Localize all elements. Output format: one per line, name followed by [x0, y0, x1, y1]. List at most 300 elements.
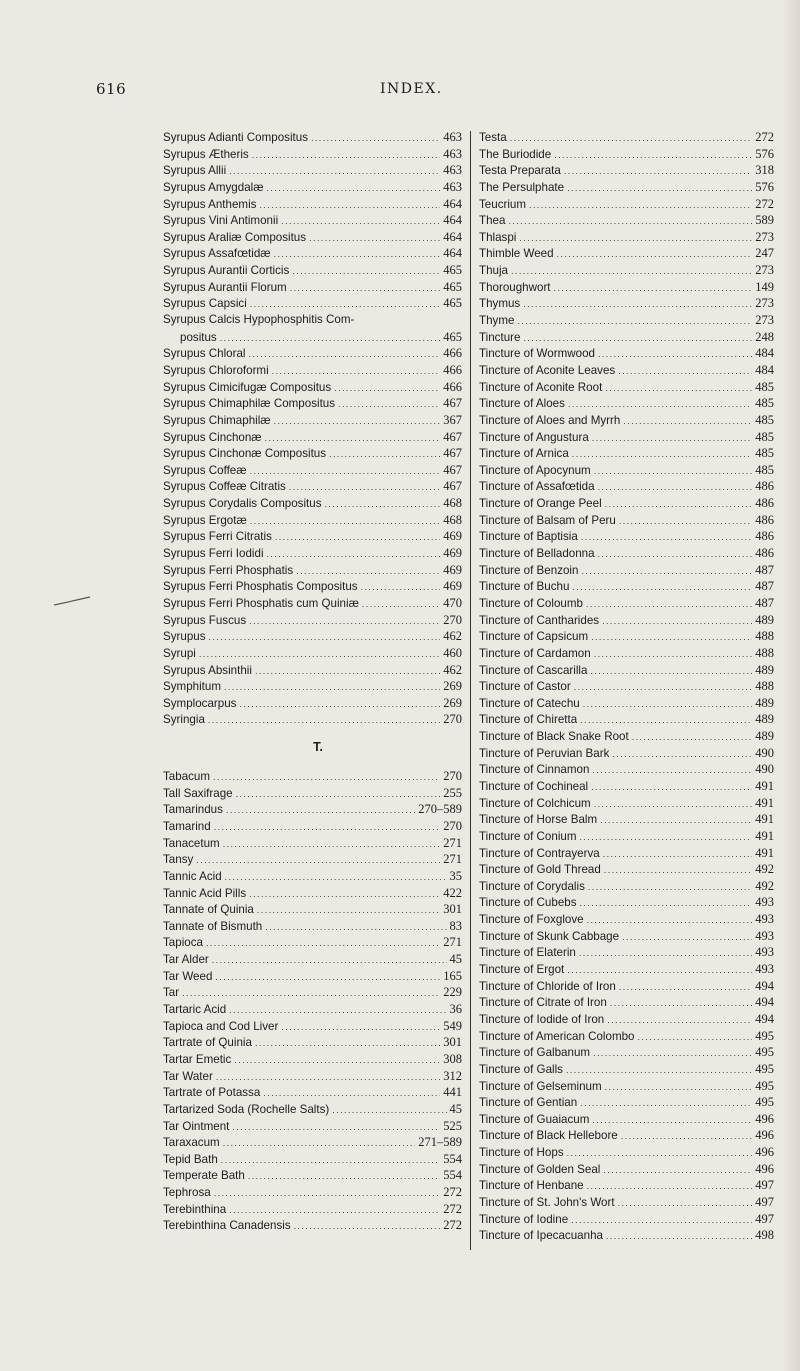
index-entry	[474, 728, 784, 745]
dot-leader	[229, 1202, 440, 1218]
dot-leader	[508, 213, 752, 229]
index-entry	[163, 835, 473, 852]
entry-page-number: 463	[443, 179, 462, 194]
entry-name: Taraxacum	[163, 1136, 220, 1150]
entry-page-number: 271	[443, 852, 462, 867]
dot-leader	[209, 629, 441, 645]
entry-name: Tincture of Chloride of Iron	[479, 979, 616, 993]
index-entry	[163, 495, 473, 512]
dot-leader	[622, 929, 752, 945]
dot-leader	[182, 985, 440, 1001]
index-entry	[163, 578, 473, 595]
entry-name: Thimble Weed	[479, 247, 554, 261]
index-entry	[474, 978, 784, 995]
entry-page-number: 269	[443, 695, 462, 710]
entry-name: Tincture of Cardamon	[479, 646, 591, 660]
index-entry	[163, 196, 473, 213]
index-entry	[163, 279, 473, 296]
index-entry	[163, 885, 473, 902]
index-entry	[163, 1167, 473, 1184]
entry-page-number: 272	[443, 1201, 462, 1216]
dot-leader	[250, 513, 440, 529]
dot-leader	[208, 712, 440, 728]
entry-page-number: 466	[443, 362, 462, 377]
dot-leader	[212, 952, 447, 968]
entry-page-number: 490	[755, 745, 774, 760]
entry-name: Thea	[479, 214, 506, 228]
entry-page-number: 247	[755, 246, 774, 261]
entry-page-number: 460	[443, 645, 462, 660]
index-entry	[474, 678, 784, 695]
entry-name: Tincture of Conium	[479, 829, 577, 843]
page-number: 616	[96, 80, 127, 98]
entry-name: Tabacum	[163, 770, 211, 784]
entry-name: Tincture of Contrayerva	[479, 846, 600, 860]
entry-page-number: 273	[755, 296, 774, 311]
entry-name: Syrupus Amygdalæ	[163, 180, 264, 194]
entry-name: Syrupus Allii	[163, 164, 227, 178]
entry-name: Tincture of Iodine	[479, 1212, 569, 1226]
entry-page-number: 485	[755, 446, 774, 461]
entry-page-number: 496	[755, 1161, 774, 1176]
index-entry	[474, 545, 784, 562]
dot-leader	[234, 1052, 440, 1068]
entry-name: Tannate of Bismuth	[163, 919, 263, 933]
entry-name: The Buriodide	[479, 147, 552, 161]
dot-leader	[255, 663, 440, 679]
index-entry	[163, 984, 473, 1001]
entry-page-number: 367	[443, 412, 462, 427]
index-entry	[163, 934, 473, 951]
dot-leader	[583, 696, 753, 712]
dot-leader	[236, 786, 441, 802]
entry-page-number: 273	[755, 313, 774, 328]
page-edge-shadow	[782, 0, 800, 1371]
entry-name: Tincture of Castor	[479, 680, 571, 694]
entry-page-number: 494	[755, 995, 774, 1010]
index-entry	[474, 761, 784, 778]
entry-name: Syrupus Cinchonæ Compositus	[163, 447, 327, 461]
index-entry	[163, 678, 473, 695]
dot-leader	[272, 363, 441, 379]
dot-leader	[612, 746, 752, 762]
entry-page-number: 489	[755, 662, 774, 677]
entry-name: Tincture of Apocynum	[479, 463, 591, 477]
dot-leader	[605, 1079, 753, 1095]
entry-page-number: 493	[755, 912, 774, 927]
entry-page-number: 549	[443, 1018, 462, 1033]
dot-leader	[572, 579, 752, 595]
entry-name: Tincture of Assafœtida	[479, 480, 595, 494]
dot-leader	[519, 230, 752, 246]
entry-page-number: 486	[755, 479, 774, 494]
entry-name: Syrupus Ferri Phosphatis	[163, 563, 294, 577]
index-entry	[163, 478, 473, 495]
entry-page-number: 485	[755, 429, 774, 444]
dot-leader	[232, 1119, 440, 1135]
dot-leader	[249, 886, 440, 902]
entry-page-number: 491	[755, 778, 774, 793]
index-entry	[163, 262, 473, 279]
entry-name: Tar Weed	[163, 969, 213, 983]
dot-leader	[554, 280, 753, 296]
index-entry	[163, 851, 473, 868]
entry-name: Syrupus Araliæ Compositus	[163, 230, 307, 244]
entry-page-number: 462	[443, 662, 462, 677]
entry-name: Tincture of Angustura	[479, 430, 589, 444]
dot-leader	[281, 1019, 440, 1035]
entry-page-number: 463	[443, 146, 462, 161]
index-entry	[474, 196, 784, 213]
entry-page-number: 149	[755, 279, 774, 294]
index-entry	[474, 412, 784, 429]
entry-name: Tincture of Gentian	[479, 1096, 578, 1110]
entry-page-number: 467	[443, 462, 462, 477]
entry-page-number: 466	[443, 379, 462, 394]
index-entry	[474, 329, 784, 346]
dot-leader	[604, 862, 752, 878]
entry-name: Tincture of Cubebs	[479, 896, 577, 910]
index-entry	[474, 628, 784, 645]
entry-page-number: 465	[443, 329, 462, 344]
index-entry	[163, 295, 473, 312]
entry-page-number: 422	[443, 885, 462, 900]
entry-page-number: 229	[443, 985, 462, 1000]
entry-name: positus	[180, 330, 217, 344]
entry-name: Tincture of Cochineal	[479, 779, 589, 793]
dot-leader	[196, 852, 440, 868]
dot-leader	[606, 1228, 752, 1244]
entry-name: Testa	[479, 131, 507, 144]
index-entry	[474, 179, 784, 196]
entry-name: Tincture of Horse Balm	[479, 813, 598, 827]
index-entry	[163, 768, 473, 785]
dot-leader	[214, 819, 441, 835]
dot-leader	[618, 1195, 753, 1211]
entry-name: Tincture of Henbane	[479, 1179, 584, 1193]
index-entry	[163, 968, 473, 985]
entry-page-number: 496	[755, 1111, 774, 1126]
dot-leader	[592, 1112, 752, 1128]
dot-leader	[311, 130, 440, 146]
entry-page-number: 497	[755, 1211, 774, 1226]
dot-leader	[594, 646, 753, 662]
dot-leader	[557, 246, 753, 262]
index-entry	[163, 1151, 473, 1168]
index-entry	[474, 146, 784, 163]
entry-page-number: 36	[449, 1002, 462, 1017]
index-entry	[163, 445, 473, 462]
entry-name: Tincture of Cinnamon	[479, 763, 590, 777]
entry-name: Tincture of Gold Thread	[479, 863, 601, 877]
entry-name: Tincture of Foxglove	[479, 913, 584, 927]
entry-page-number: 273	[755, 263, 774, 278]
index-entry	[474, 562, 784, 579]
entry-name: Symphitum	[163, 680, 221, 694]
entry-name: Tall Saxifrage	[163, 786, 233, 800]
index-entry	[474, 1161, 784, 1178]
entry-page-number: 270	[443, 612, 462, 627]
dot-leader	[594, 463, 753, 479]
index-entry	[474, 129, 784, 146]
entry-name: Tincture of Catechu	[479, 696, 580, 710]
dot-leader	[523, 330, 752, 346]
entry-page-number: 493	[755, 928, 774, 943]
index-entry	[474, 1044, 784, 1061]
dot-leader	[602, 613, 752, 629]
entry-page-number: 301	[443, 1035, 462, 1050]
entry-name: Syrupus Ferri Phosphatis cum Quiniæ	[163, 596, 359, 610]
entry-name: Tapioca	[163, 936, 203, 950]
entry-name: Tansy	[163, 853, 194, 867]
index-entry	[474, 279, 784, 296]
entry-page-number: 487	[755, 595, 774, 610]
dot-leader	[265, 430, 441, 446]
dot-leader	[590, 663, 752, 679]
index-entry	[163, 146, 473, 163]
entry-name: Tar	[163, 986, 180, 1000]
index-entry	[163, 562, 473, 579]
entry-name: Tincture of Ergot	[479, 963, 565, 977]
entry-name: Tartar Emetic	[163, 1052, 232, 1066]
index-entry	[163, 229, 473, 246]
entry-page-number: 467	[443, 429, 462, 444]
index-entry	[474, 1211, 784, 1228]
index-entry	[474, 262, 784, 279]
dot-leader	[593, 1045, 752, 1061]
index-entry	[474, 828, 784, 845]
dot-leader	[221, 1152, 440, 1168]
entry-page-number: 466	[443, 346, 462, 361]
entry-name: Syrupus Absinthii	[163, 663, 252, 677]
entry-name: Syrupus Ferri Phosphatis Compositus	[163, 580, 358, 594]
entry-page-number: 576	[755, 146, 774, 161]
index-column-right	[474, 129, 784, 1244]
index-group-s	[163, 129, 473, 728]
entry-page-number: 525	[443, 1118, 462, 1133]
index-entry	[474, 878, 784, 895]
entry-page-number: 487	[755, 562, 774, 577]
entry-name: Symplocarpus	[163, 696, 237, 710]
entry-name: Tincture of Baptisia	[479, 530, 578, 544]
entry-name: Syrupus Cimicifugæ Compositus	[163, 380, 332, 394]
entry-name: Temperate Bath	[163, 1169, 245, 1183]
dot-leader	[281, 213, 440, 229]
index-entry	[163, 1217, 473, 1234]
index-entry	[474, 1061, 784, 1078]
entry-page-number: 554	[443, 1151, 462, 1166]
dot-leader	[529, 197, 752, 213]
dot-leader	[580, 712, 752, 728]
dot-leader	[572, 446, 752, 462]
index-entry	[474, 312, 784, 329]
index-entry	[163, 1184, 473, 1201]
dot-leader	[598, 479, 753, 495]
entry-page-number: 488	[755, 629, 774, 644]
index-entry	[163, 901, 473, 918]
dot-leader	[259, 197, 440, 213]
entry-page-number: 271–589	[418, 1135, 462, 1150]
entry-name: Tincture of Hops	[479, 1146, 564, 1160]
dot-leader	[571, 1212, 752, 1228]
entry-page-number: 491	[755, 795, 774, 810]
index-entry	[474, 395, 784, 412]
index-entry	[163, 1084, 473, 1101]
entry-page-number: 462	[443, 629, 462, 644]
dot-leader	[332, 1102, 446, 1118]
entry-name: Tanacetum	[163, 836, 220, 850]
entry-name: Teucrium	[479, 197, 527, 211]
entry-page-number: 494	[755, 1011, 774, 1026]
dot-leader	[224, 679, 440, 695]
index-entry	[474, 612, 784, 629]
entry-page-number: 497	[755, 1178, 774, 1193]
entry-page-number: 270	[443, 769, 462, 784]
index-entry	[474, 212, 784, 229]
index-group-t-continued	[474, 129, 784, 1244]
entry-name: Tincture of Benzoin	[479, 563, 579, 577]
index-entry	[163, 512, 473, 529]
entry-name: Tincture of Galls	[479, 1062, 563, 1076]
index-entry	[474, 1028, 784, 1045]
entry-name: Syrupus Assafœtidæ	[163, 247, 271, 261]
dot-leader	[598, 546, 753, 562]
entry-page-number: 469	[443, 562, 462, 577]
index-entry	[474, 595, 784, 612]
entry-name: Tincture of Galbanum	[479, 1046, 591, 1060]
entry-page-number: 589	[755, 213, 774, 228]
dot-leader	[566, 1062, 752, 1078]
entry-name: Tar Water	[163, 1069, 213, 1083]
index-entry	[163, 868, 473, 885]
entry-page-number: 498	[755, 1228, 774, 1243]
entry-page-number: 272	[755, 130, 774, 144]
dot-leader	[248, 346, 440, 362]
dot-leader	[619, 979, 752, 995]
dot-leader	[605, 496, 753, 512]
index-entry	[474, 961, 784, 978]
entry-name: Tincture of Coloumb	[479, 596, 583, 610]
index-entry	[163, 785, 473, 802]
entry-page-number: 491	[755, 828, 774, 843]
entry-page-number: 270	[443, 712, 462, 727]
entry-page-number: 485	[755, 412, 774, 427]
dot-leader	[610, 995, 752, 1011]
entry-page-number: 495	[755, 1028, 774, 1043]
entry-page-number: 308	[443, 1051, 462, 1066]
index-entry	[163, 918, 473, 935]
index-entry	[163, 628, 473, 645]
index-entry	[163, 379, 473, 396]
dot-leader	[362, 596, 440, 612]
entry-page-number: 492	[755, 862, 774, 877]
entry-name: Syrupus Coffeæ Citratis	[163, 480, 286, 494]
index-entry	[474, 1177, 784, 1194]
index-entry	[474, 429, 784, 446]
index-entry	[163, 1201, 473, 1218]
index-entry	[474, 778, 784, 795]
dot-leader	[554, 147, 752, 163]
entry-name: Tephrosa	[163, 1186, 211, 1200]
entry-page-number: 272	[443, 1218, 462, 1233]
entry-page-number: 470	[443, 595, 462, 610]
dot-leader	[250, 463, 441, 479]
dot-leader	[229, 163, 440, 179]
dot-leader	[248, 1168, 440, 1184]
dot-leader	[257, 902, 440, 918]
entry-name: Tincture of Buchu	[479, 580, 570, 594]
index-entry	[163, 362, 473, 379]
index-entry	[474, 528, 784, 545]
index-entry	[474, 1127, 784, 1144]
entry-page-number: 491	[755, 845, 774, 860]
entry-page-number: 273	[755, 229, 774, 244]
dot-leader	[591, 779, 752, 795]
index-entry	[163, 179, 473, 196]
entry-name: Tepid Bath	[163, 1152, 218, 1166]
entry-page-number: 301	[443, 902, 462, 917]
entry-name: Tincture of Aconite Root	[479, 380, 603, 394]
entry-page-number: 469	[443, 546, 462, 561]
entry-page-number: 492	[755, 878, 774, 893]
index-entry	[474, 229, 784, 246]
entry-page-number: 464	[443, 229, 462, 244]
dot-leader	[252, 147, 441, 163]
entry-name: Tincture of Cantharides	[479, 613, 600, 627]
entry-name: Tincture of Wormwood	[479, 347, 595, 361]
index-entry	[474, 578, 784, 595]
entry-page-number: 468	[443, 512, 462, 527]
entry-name: Tincture of Guaiacum	[479, 1112, 590, 1126]
entry-page-number: 465	[443, 263, 462, 278]
index-entry	[474, 745, 784, 762]
entry-page-number: 486	[755, 529, 774, 544]
section-letter-t: T.	[313, 740, 323, 755]
entry-page-number: 485	[755, 462, 774, 477]
entry-page-number: 467	[443, 446, 462, 461]
entry-name: Syrupus Aurantii Florum	[163, 280, 287, 294]
index-entry	[474, 944, 784, 961]
dot-leader	[580, 895, 753, 911]
dot-leader	[588, 879, 752, 895]
index-entry	[163, 162, 473, 179]
dot-leader	[294, 1218, 441, 1234]
dot-leader	[523, 296, 752, 312]
dot-leader	[213, 769, 440, 785]
entry-name: Syrupus Ferri Citratis	[163, 530, 272, 544]
index-entry	[163, 1118, 473, 1135]
dot-leader	[249, 613, 440, 629]
entry-name: Thyme	[479, 314, 515, 328]
entry-page-number: 554	[443, 1168, 462, 1183]
entry-name: Tamarind	[163, 819, 211, 833]
entry-page-number: 269	[443, 679, 462, 694]
index-entry	[474, 512, 784, 529]
index-entry	[474, 1011, 784, 1028]
entry-name: Tincture of Balsam of Peru	[479, 513, 616, 527]
index-entry	[474, 462, 784, 479]
entry-page-number: 495	[755, 1078, 774, 1093]
index-entry	[163, 462, 473, 479]
entry-name: Tincture of Black Snake Root	[479, 730, 629, 744]
entry-name: Tincture of Aloes and Myrrh	[479, 413, 621, 427]
entry-name: Syrupus Chloral	[163, 347, 246, 361]
entry-page-number: 485	[755, 396, 774, 411]
entry-name: Tincture of Iodide of Iron	[479, 1012, 605, 1026]
index-entry	[163, 1101, 473, 1118]
entry-name: Tincture of American Colombo	[479, 1029, 635, 1043]
index-entry	[474, 1078, 784, 1095]
